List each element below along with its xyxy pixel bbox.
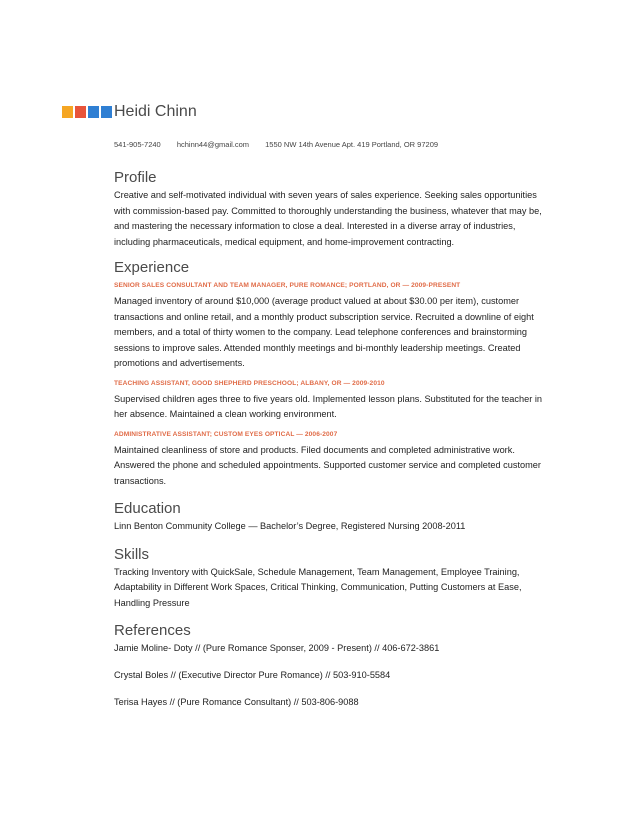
email-address: hchinn44@gmail.com (176, 140, 250, 149)
resume-content (114, 168, 554, 722)
reference-item: Terisa Hayes // (Pure Romance Consultant) // 503-806-9088 (114, 697, 359, 707)
experience-section (114, 258, 554, 489)
candidate-name: Heidi Chinn (114, 103, 197, 120)
job-description: Supervised children ages three to five years old. Implemented lesson plans. Substituted for the teacher in her absence. Maintained a clean working environment. (114, 393, 542, 419)
job-entry (114, 378, 554, 423)
references-heading: References (114, 622, 191, 639)
street-address: 1550 NW 14th Avenue Apt. 419 Portland, OR 97209 (265, 140, 439, 149)
references-section (114, 621, 554, 710)
profile-text: Creative and self-motivated individual with seven years of sales experience. Seeking sales opportunities with commission-based pay. Committed to thoroughly understanding the business, whatever that may be, and mastering the necessary information to close a deal. Interested in a diverse array of industries, including pharmaceuticals, medical equipment, and home-improvement contracting. (114, 190, 542, 247)
job-entry (114, 429, 554, 490)
logo-block-blue-2 (101, 106, 112, 118)
job-entry (114, 280, 554, 372)
experience-heading: Experience (114, 259, 190, 276)
education-section (114, 499, 554, 535)
logo-block-red (75, 106, 86, 118)
job-title: SENIOR SALES CONSULTANT AND TEAM MANAGER, PURE ROMANCE; PORTLAND, OR — 2009-PRESENT (114, 282, 461, 289)
profile-section (114, 168, 554, 250)
job-title: TEACHING ASSISTANT, GOOD SHEPHERD PRESCHOOL; ALBANY, OR — 2009-2010 (114, 379, 385, 387)
skills-heading: Skills (114, 545, 150, 563)
phone-number: 541-905-7240 (114, 140, 161, 149)
reference-item: Crystal Boles // (Executive Director Pure Romance) // 503-910-5584 (114, 670, 391, 680)
job-description: Managed inventory of around $10,000 (average product valued at about $30.00 per item), customer transactions and online retail, and a monthly product subscription service. Recruited a downline of eight members, and a total of thirty women to the company. Lead telephone conferences and brainstorming sessions to improve sales. Attended monthly meetings and bi-monthly leadership meetings. Created promotions and advertisements. (114, 296, 534, 368)
logo-block-blue (88, 106, 99, 118)
skills-text: Tracking Inventory with QuickSale, Schedule Management, Team Management, Employee Training, Adaptability in Different Work Spaces, Critical Thinking, Communication, Putting Customers at Ease, Handling Pressure (114, 566, 522, 608)
job-title: ADMINISTRATIVE ASSISTANT; CUSTOM EYES OPTICAL — 2006-2007 (114, 430, 338, 438)
skills-section (114, 545, 554, 612)
logo-blocks (62, 106, 112, 118)
job-description: Maintained cleanliness of store and products. Filed documents and completed administrative work. Answered the phone and scheduled appointments. Supported customer service and completed customer transactions. (114, 444, 541, 486)
profile-heading: Profile (114, 169, 157, 186)
education-heading: Education (114, 500, 181, 517)
contact-line (114, 140, 452, 149)
education-text: Linn Benton Community College — Bachelor’s Degree, Registered Nursing 2008-2011 (114, 521, 466, 531)
reference-item: Jamie Moline- Doty // (Pure Romance Sponser, 2009 - Present) // 406-672-3861 (114, 643, 440, 653)
logo-block-orange (62, 106, 73, 118)
